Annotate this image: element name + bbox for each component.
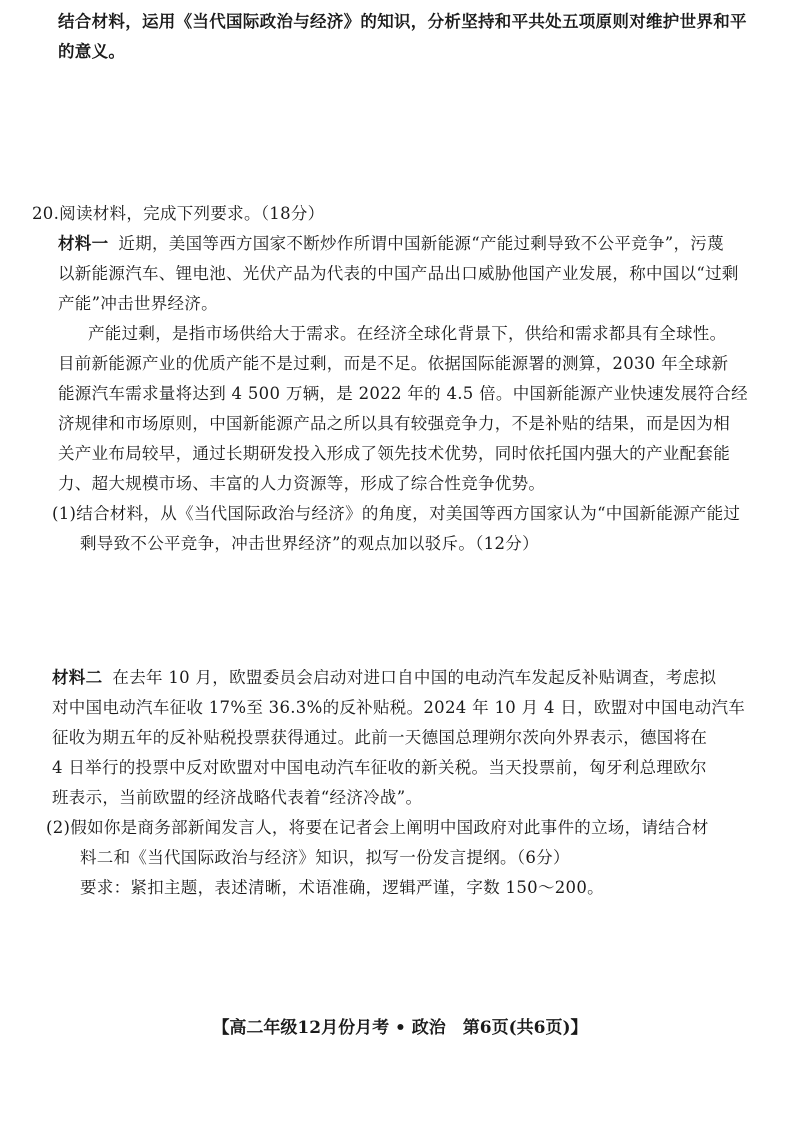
material-1-line-3: 产能”冲击世界经济。 <box>58 294 218 313</box>
material-1-line-2: 以新能源汽车、锂电池、光伏产品为代表的中国产品出口威胁他国产业发展，称中国以“过剩 <box>58 264 739 283</box>
material-1-line-9: 力、超大规模市场、丰富的人力资源等，形成了综合性竞争优势。 <box>58 474 546 493</box>
material-1-line-8: 关产业布局较早，通过长期研发投入形成了领先技术优势，同时依托国内强大的产业配套能 <box>58 444 730 463</box>
material-2-text: 在去年 10 月，欧盟委员会启动对进口自中国的电动汽车发起反补贴调查，考虑拟 <box>112 668 717 687</box>
material-1-line-7: 济规律和市场原则，中国新能源产品之所以具有较强竞争力，不是补贴的结果，而是因为相 <box>58 414 730 433</box>
material-2-label: 材料二 <box>52 668 103 687</box>
material-2-line-1 <box>52 666 716 690</box>
sub-question-1-line-2: 剩导致不公平竞争，冲击世界经济”的观点加以驳斥。（12分） <box>80 534 539 553</box>
material-1-text: 近期，美国等西方国家不断炒作所谓中国新能源“产能过剩导致不公平竞争”，污蔑 <box>118 234 724 253</box>
material-2-line-4: 4 日举行的投票中反对欧盟对中国电动汽车征收的新关税。当天投票前，匈牙利总理欧尔 <box>52 758 707 777</box>
sub-question-2-line-1: (2)假如你是商务部新闻发言人，将要在记者会上阐明中国政府对此事件的立场，请结合材 <box>46 818 709 837</box>
material-2-line-2: 对中国电动汽车征收 17%至 36.3%的反补贴税。2024 年 10 月 4 日，欧盟对中国电动汽车 <box>52 698 746 717</box>
material-1-line-4: 产能过剩，是指市场供给大于需求。在经济全球化背景下，供给和需求都具有全球性。 <box>88 324 727 343</box>
prev-question-line-1: 结合材料，运用《当代国际政治与经济》的知识，分析坚持和平共处五项原则对维护世界和平 <box>58 12 747 31</box>
material-1-label: 材料一 <box>58 234 109 253</box>
prev-question-line-2: 的意义。 <box>58 42 126 61</box>
material-2-line-5: 班表示，当前欧盟的经济战略代表着“经济冷战”。 <box>52 788 423 807</box>
question-20-heading: 20.阅读材料，完成下列要求。（18分） <box>32 204 325 223</box>
material-1-line-6: 能源汽车需求量将达到 4 500 万辆，是 2022 年的 4.5 倍。中国新能源产业快速发展符合经 <box>58 384 748 403</box>
material-1-line-5: 目前新能源产业的优质产能不是过剩，而是不足。依据国际能源署的测算，2030 年全球新 <box>58 354 729 373</box>
sub-question-1-line-1: (1)结合材料，从《当代国际政治与经济》的角度，对美国等西方国家认为“中国新能源产能过 <box>52 504 741 523</box>
material-2-line-3: 征收为期五年的反补贴税投票获得通过。此前一天德国总理朔尔茨向外界表示，德国将在 <box>52 728 708 747</box>
sub-question-2-requirements: 要求：紧扣主题，表述清晰，术语准确，逻辑严谨，字数 150～200。 <box>80 878 604 897</box>
material-1-line-1 <box>58 232 724 256</box>
sub-question-2-line-2: 料二和《当代国际政治与经济》知识，拟写一份发言提纲。（6分） <box>80 848 570 867</box>
page-footer: 【高二年级12月份月考 • 政治 第6页(共6页)】 <box>212 1018 588 1038</box>
